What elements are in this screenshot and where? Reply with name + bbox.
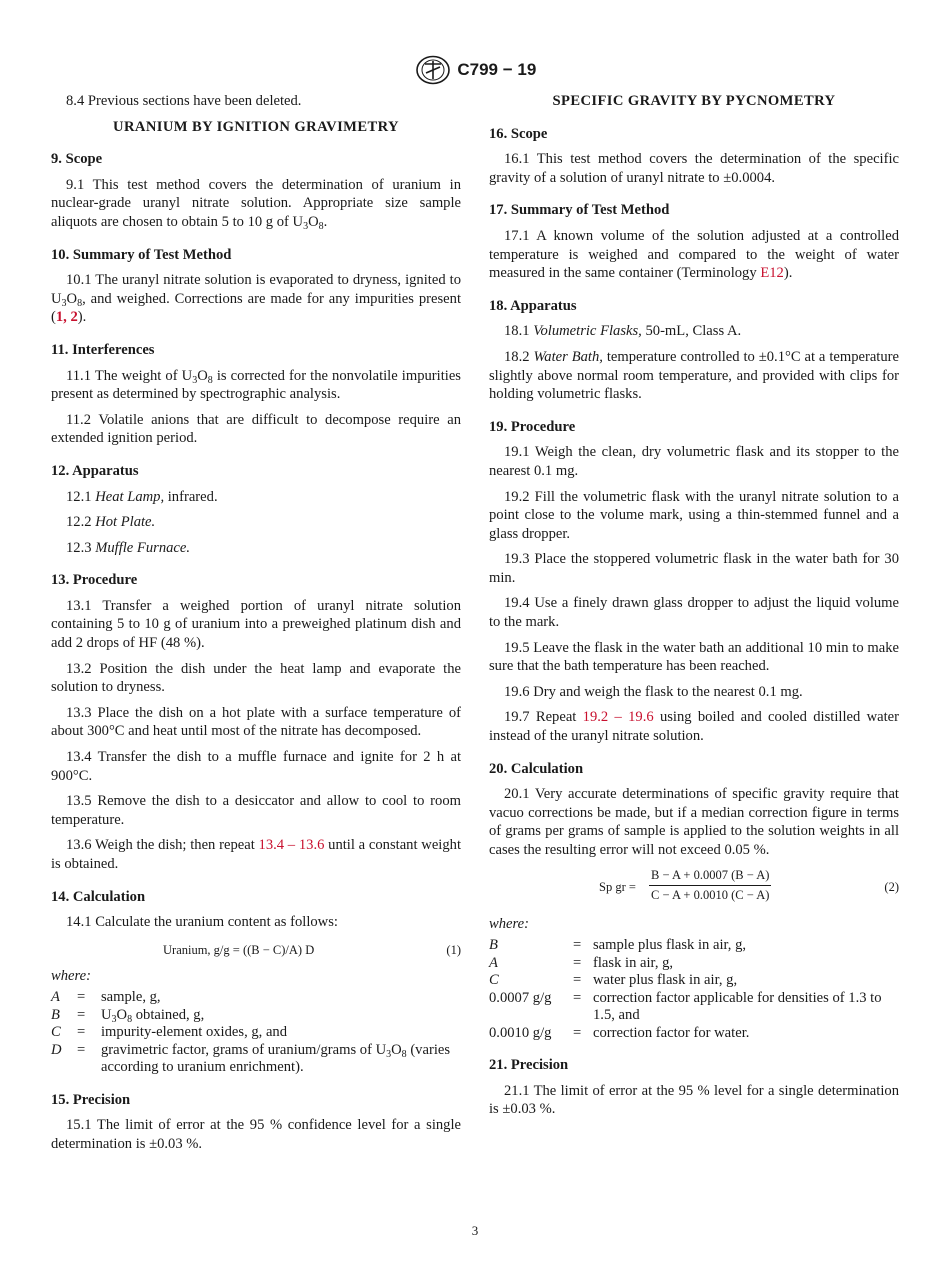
definition-row: 0.0010 g/g = correction factor for water. [489, 1024, 750, 1041]
paragraph-10-1: 10.1 The uranyl nitrate solution is evaporated to dryness, ignited to $U_3O_8$, and weighed. Corrections are made for any impurities present (1, 2). [51, 272, 461, 326]
paragraph-11-1: 11.1 The weight of $U_3O_8$ is corrected for the nonvolatile impurities present as determined by spectrographic analysis. [51, 367, 461, 403]
where-label: where: [51, 967, 91, 984]
item-12-2: 12.2 Hot Plate. [66, 514, 156, 531]
item-12-3: 12.3 Muffle Furnace. [66, 539, 191, 556]
definitions-table [51, 989, 461, 1077]
heading-16: 16. Scope [489, 125, 548, 142]
paragraph-9-1: 9.1 This test method covers the determination of uranium in nuclear-grade uranyl nitrate solution. Appropriate size sample aliquots are chosen to obtain 5 to 10 g of $U_3O_8$. [51, 176, 461, 232]
item-18-2: 18.2 Water Bath, temperature controlled to ±0.1°C at a temperature slightly above normal room temperature, and provided with clips for holding volumetric flasks. [489, 348, 899, 403]
paragraph-13-4: 13.4 Transfer the dish to a muffle furnace and ignite for 2 h at 900°C. [51, 749, 461, 784]
definition-row: 0.0007 g/g = correction factor applicable for densities of 1.3 to 1.5, and [489, 989, 882, 1024]
paragraph-13-1: 13.1 Transfer a weighed portion of uranyl nitrate solution containing 5 to 10 g of uranium into a preweighed platinum dish and add 2 drops of HF (48 %). [51, 597, 461, 652]
paragraph-21-1: 21.1 The limit of error at the 95 % level for a single determination is ±0.03 %. [489, 1082, 899, 1118]
item-12-1: 12.1 Heat Lamp, infrared. [66, 488, 218, 505]
definition-row: A = flask in air, g, [489, 954, 674, 971]
equation-1 [51, 939, 461, 961]
equation-2-denominator: C − A + 0.0010 (C − A) [651, 887, 770, 902]
equation-2 [489, 867, 899, 907]
paragraph-17-1: 17.1 A known volume of the solution adjusted at a controlled temperature is weighed and compared to the weight of water measured in the same container (Terminology E12). [489, 227, 899, 282]
equation-2-numerator: B − A + 0.0007 (B − A) [649, 867, 771, 886]
section-title-specific-gravity: SPECIFIC GRAVITY BY PYCNOMETRY [552, 93, 836, 109]
paragraph-15-1: 15.1 The limit of error at the 95 % confidence level for a single determination is ±0.03 %. [51, 1117, 461, 1153]
paragraph-19-6: 19.6 Dry and weigh the flask to the nearest 0.1 mg. [504, 683, 803, 700]
equation-number: (2) [884, 879, 899, 894]
heading-19: 19. Procedure [489, 418, 576, 435]
heading-21: 21. Precision [489, 1057, 569, 1074]
heading-11: 11. Interferences [51, 341, 155, 358]
terminology-link[interactable]: E12 [760, 265, 784, 282]
section-title-uranium: URANIUM BY IGNITION GRAVIMETRY [113, 118, 399, 135]
paragraph-19-5: 19.5 Leave the flask in the water bath an additional 10 min to make sure that the bath temperature has been reached. [489, 639, 899, 675]
paragraph-14-1: 14.1 Calculate the uranium content as follows: [66, 914, 338, 931]
paragraph-19-2: 19.2 Fill the volumetric flask with the uranyl nitrate solution to a point close to the volume mark, using a thin-stemmed funnel and a glass dropper. [489, 488, 899, 542]
heading-14: 14. Calculation [51, 888, 146, 905]
equation-1-body: Uranium, g/g = ((B − C)/A) D [163, 942, 315, 957]
paragraph-20-1: 20.1 Very accurate determinations of specific gravity require that vacuo corrections be made, but if a median correction figure in terms of grams per grams of sample is applied to the solution weights in all cases the resulting error will not exceed 0.05 %. [489, 786, 899, 858]
definition-row: C = impurity-element oxides, g, and [51, 1024, 288, 1041]
paragraph-8-4: 8.4 Previous sections have been deleted. [66, 93, 302, 109]
page-header [0, 55, 950, 85]
reference-link-2[interactable]: 2 [70, 309, 78, 326]
standard-designation: C799 − 19 [457, 59, 537, 79]
paragraph-13-2: 13.2 Position the dish under the heat lamp and evaporate the solution to dryness. [51, 660, 461, 696]
paragraph-19-4: 19.4 Use a finely drawn glass dropper to adjust the liquid volume to the mark. [489, 595, 899, 631]
definitions-table [489, 937, 899, 1042]
paragraph-19-1: 19.1 Weigh the clean, dry volumetric flask and its stopper to the nearest 0.1 mg. [489, 444, 899, 479]
paragraph-13-6: 13.6 Weigh the dish; then repeat 13.4 – 13.6 until a constant weight is obtained. [51, 837, 462, 872]
paragraph-19-3: 19.3 Place the stoppered volumetric flask in the water bath for 30 min. [489, 551, 899, 586]
paragraph-13-5: 13.5 Remove the dish to a desiccator and allow to cool to room temperature. [51, 793, 461, 828]
equation-2-fraction [649, 867, 771, 904]
left-column [51, 92, 461, 1161]
definition-row: B = $U_3O_8$ obtained, g, [51, 1006, 205, 1025]
heading-15: 15. Precision [51, 1091, 131, 1108]
reference-link-1[interactable]: 1 [55, 309, 64, 326]
heading-20: 20. Calculation [489, 760, 584, 777]
paragraph-13-3: 13.3 Place the dish on a hot plate with a surface temperature of about 300°C and heat until most of the nitrate has decomposed. [51, 704, 461, 740]
cross-reference-link[interactable]: 19.2 – 19.6 [582, 709, 654, 726]
heading-17: 17. Summary of Test Method [489, 202, 670, 219]
where-label: where: [489, 915, 529, 932]
heading-9: 9. Scope [51, 151, 103, 168]
astm-logo-icon [414, 55, 452, 85]
paragraph-16-1: 16.1 This test method covers the determination of the specific gravity of a solution of uranyl nitrate to ±0.0004. [489, 151, 899, 186]
equation-2-lhs: Sp gr = [599, 879, 636, 894]
heading-10: 10. Summary of Test Method [51, 246, 232, 263]
heading-12: 12. Apparatus [51, 462, 139, 479]
paragraph-11-2: 11.2 Volatile anions that are difficult to decompose require an extended ignition period. [51, 411, 461, 447]
equation-number: (1) [446, 942, 461, 957]
paragraph-19-7: 19.7 Repeat 19.2 – 19.6 using boiled and cooled distilled water instead of the uranyl nitrate solution. [489, 709, 899, 745]
definition-row: C = water plus flask in air, g, [489, 972, 738, 989]
definition-row: D = gravimetric factor, grams of uranium/grams of $U_3O_8$ (varies according to uranium enrichment). [51, 1041, 451, 1076]
right-column [489, 92, 899, 1126]
cross-reference-link[interactable]: 13.4 – 13.6 [258, 837, 325, 854]
item-18-1: 18.1 Volumetric Flasks, 50-mL, Class A. [504, 323, 742, 340]
heading-18: 18. Apparatus [489, 297, 577, 314]
page-number: 3 [471, 1223, 479, 1238]
definition-row: A = sample, g, [51, 989, 161, 1006]
definition-row: B = sample plus flask in air, g, [489, 937, 747, 954]
heading-13: 13. Procedure [51, 572, 138, 589]
